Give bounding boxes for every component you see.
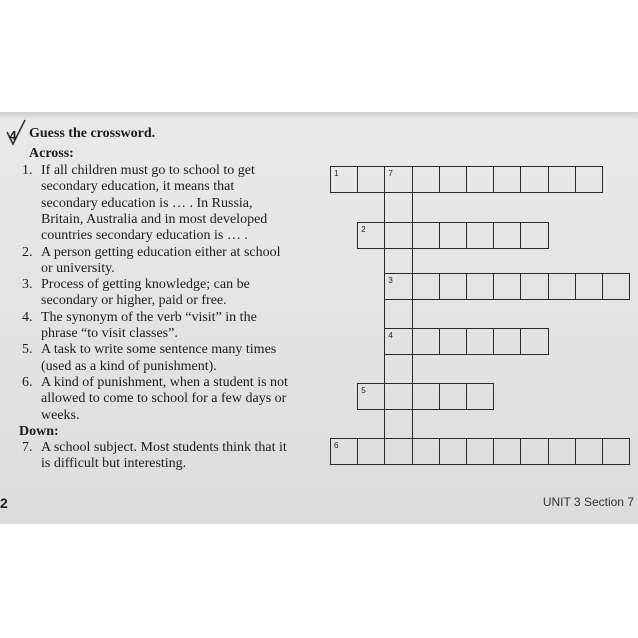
crossword-cell[interactable] <box>412 438 440 465</box>
clue-line: or university. <box>41 260 115 276</box>
clue-line: (used as a kind of punishment). <box>41 358 217 374</box>
section-label: Section 7 <box>583 495 634 509</box>
clue-line: secondary education, it means that <box>41 179 235 195</box>
crossword-cell[interactable] <box>439 166 467 193</box>
cell-clue-number: 6 <box>334 441 339 450</box>
crossword-cell[interactable] <box>439 383 467 410</box>
crossword-cell[interactable] <box>330 166 358 193</box>
cell-clue-number: 5 <box>361 386 366 395</box>
crossword-cell[interactable] <box>493 438 521 465</box>
crossword-cell[interactable] <box>466 438 494 465</box>
crossword-cell[interactable] <box>466 383 494 410</box>
clue-line: Process of getting knowledge; can be <box>41 277 250 293</box>
down-column-line <box>384 355 385 383</box>
crossword-cell[interactable] <box>520 328 548 355</box>
crossword-cell[interactable] <box>548 273 576 300</box>
crossword-cell[interactable] <box>520 273 548 300</box>
unit-label: UNIT 3 <box>542 495 581 509</box>
crossword-cell[interactable] <box>466 273 494 300</box>
down-column-line <box>384 300 385 328</box>
down-column-line <box>412 249 413 273</box>
clue-line: phrase “to visit classes”. <box>41 326 178 341</box>
clue-line: secondary education is … . In Russia, <box>41 195 253 211</box>
clue-line: Britain, Australia and in most developed <box>41 211 268 227</box>
down-column-line <box>384 249 385 273</box>
crossword-cell[interactable] <box>575 166 603 193</box>
clue-number: 1. <box>22 163 33 178</box>
clue-number: 2. <box>22 244 33 260</box>
clue-number: 6. <box>22 374 33 390</box>
unit-section-label <box>543 495 634 509</box>
down-column-line <box>412 193 413 222</box>
down-column-line <box>412 410 413 438</box>
crossword-cell[interactable] <box>439 273 467 300</box>
crossword-cell[interactable] <box>330 438 358 465</box>
clue-line: A task to write some sentence many times <box>41 342 277 358</box>
clue-line: weeks. <box>41 407 80 423</box>
down-title: Down: <box>19 423 59 439</box>
page-number: 2 <box>0 495 8 511</box>
crossword-cell[interactable] <box>493 328 521 355</box>
crossword-cell[interactable] <box>575 438 603 465</box>
clue-number: 4. <box>22 309 33 325</box>
crossword-cell[interactable] <box>602 273 630 300</box>
crossword-cell[interactable] <box>575 273 603 300</box>
crossword-cell[interactable] <box>357 438 385 465</box>
crossword-cell[interactable] <box>520 166 548 193</box>
clue-line: countries secondary education is … . <box>41 228 248 244</box>
page-edge-shadow <box>0 112 638 120</box>
down-column-line <box>412 300 413 328</box>
clue-line: is difficult but interesting. <box>41 456 187 472</box>
crossword-cell[interactable] <box>357 222 385 249</box>
bleed-through-text <box>430 195 433 211</box>
crossword-cell[interactable] <box>412 166 440 193</box>
crossword-cell[interactable] <box>493 273 521 300</box>
cell-down-clue-number: 7 <box>388 169 393 178</box>
crossword-cell[interactable] <box>466 328 494 355</box>
crossword-cell[interactable] <box>357 166 385 193</box>
crossword-cell[interactable] <box>466 166 494 193</box>
clue-number: 3. <box>22 277 33 293</box>
crossword-cell[interactable] <box>384 383 412 410</box>
crossword-cell[interactable] <box>384 222 412 249</box>
clue-line: If all children must go to school to get <box>41 163 255 178</box>
clue-number: 5. <box>22 342 33 358</box>
task-number: 4 <box>9 128 17 143</box>
crossword-cell[interactable] <box>412 222 440 249</box>
crossword-cell[interactable] <box>384 328 412 355</box>
crossword-cell[interactable] <box>548 438 576 465</box>
down-column-line <box>384 410 385 438</box>
crossword-cell[interactable] <box>439 222 467 249</box>
crossword-cell[interactable] <box>357 383 385 410</box>
cell-clue-number: 2 <box>361 225 366 234</box>
clue-line: secondary or higher, paid or free. <box>41 293 227 309</box>
clue-line: allowed to come to school for a few days or <box>41 391 287 407</box>
cell-clue-number: 1 <box>334 169 339 178</box>
down-column-line <box>384 193 385 222</box>
crossword-cell[interactable] <box>493 222 521 249</box>
cell-clue-number: 3 <box>388 276 393 285</box>
crossword-cell[interactable] <box>602 438 630 465</box>
clue-line: A school subject. Most students think that it <box>41 440 287 456</box>
clue-line: A person getting education either at school <box>41 244 281 260</box>
crossword-cell[interactable] <box>548 166 576 193</box>
crossword-cell[interactable] <box>384 166 412 193</box>
clue-line: The synonym of the verb “visit” in the <box>41 309 257 325</box>
task-heading: Guess the crossword. <box>29 126 156 141</box>
crossword-cell[interactable] <box>384 273 412 300</box>
crossword-cell[interactable] <box>412 273 440 300</box>
crossword-cell[interactable] <box>439 328 467 355</box>
cell-clue-number: 4 <box>388 331 393 340</box>
clue-number: 7. <box>22 440 33 456</box>
clue-line: A kind of punishment, when a student is not <box>41 374 288 390</box>
crossword-cell[interactable] <box>520 438 548 465</box>
crossword-cell[interactable] <box>384 438 412 465</box>
across-title: Across: <box>29 146 74 161</box>
down-column-line <box>412 355 413 383</box>
crossword-cell[interactable] <box>412 328 440 355</box>
crossword-cell[interactable] <box>412 383 440 410</box>
crossword-cell[interactable] <box>439 438 467 465</box>
crossword-cell[interactable] <box>520 222 548 249</box>
crossword-cell[interactable] <box>466 222 494 249</box>
crossword-cell[interactable] <box>493 166 521 193</box>
